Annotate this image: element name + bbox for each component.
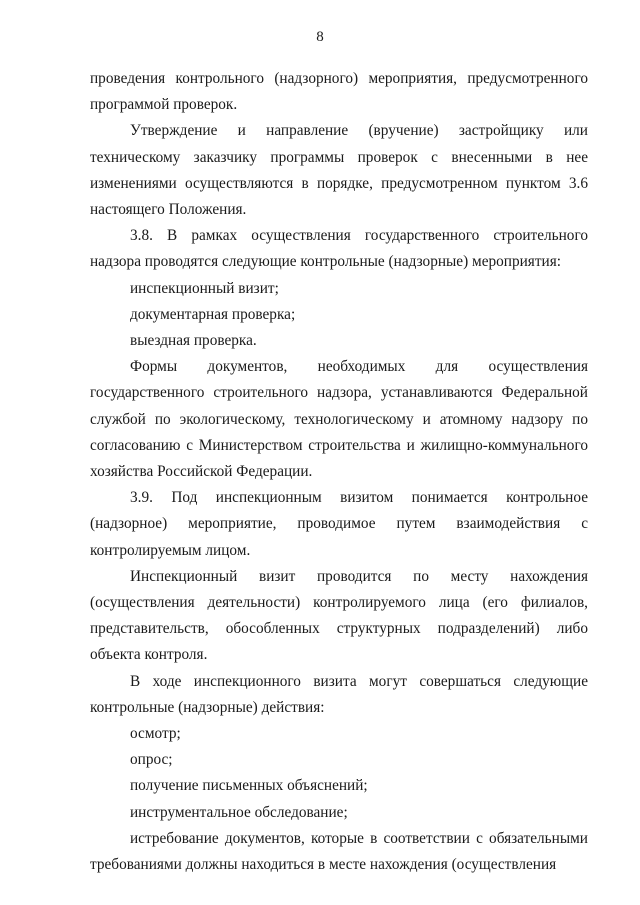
list-item: опрос; <box>130 751 173 769</box>
document-body <box>90 66 588 878</box>
paragraph: проведения контрольного (надзорного) мероприятия, предусмотренного программой проверок. <box>90 70 588 114</box>
list-item: осмотр; <box>130 725 181 743</box>
paragraph: истребование документов, которые в соответствии с обязательными требованиями должны находиться в месте нахождения (осуществления <box>90 829 588 874</box>
list-item: инструментальное обследование; <box>130 803 348 821</box>
paragraph-3-9: 3.9. Под инспекционным визитом понимается контрольное (надзорное) мероприятие, проводимое путем взаимодействия с контролируемым лицом. <box>90 489 588 559</box>
paragraph: Утверждение и направление (вручение) застройщику или техническому заказчику программы проверок с внесенными в нее изменениями осуществляются в порядке, предусмотренном пунктом 3.6 настоящего Положения. <box>90 122 588 219</box>
page-number: 8 <box>316 29 324 45</box>
list-item: инспекционный визит; <box>130 279 279 297</box>
paragraph: Инспекционный визит проводится по месту нахождения (осуществления деятельности) контролируемого лица (его филиалов, представительств, обособленных структурных подразделений) либо объекта контроля. <box>90 567 588 664</box>
list-item: документарная проверка; <box>130 305 296 323</box>
list-item: получение письменных объяснений; <box>130 777 368 795</box>
list-item: выездная проверка. <box>130 332 257 350</box>
paragraph: В ходе инспекционного визита могут совершаться следующие контрольные (надзорные) действия: <box>90 672 588 716</box>
paragraph-3-8: 3.8. В рамках осуществления государственного строительного надзора проводятся следующие контрольные (надзорные) мероприятия: <box>90 227 588 271</box>
paragraph: Формы документов, необходимых для осуществления государственного строительного надзора, устанавливаются Федеральной службой по экологическому, технологическому и атомному надзору по согласованию с Министерством строительства и жилищно-коммунального хозяйства Российской Федерации. <box>90 358 588 481</box>
